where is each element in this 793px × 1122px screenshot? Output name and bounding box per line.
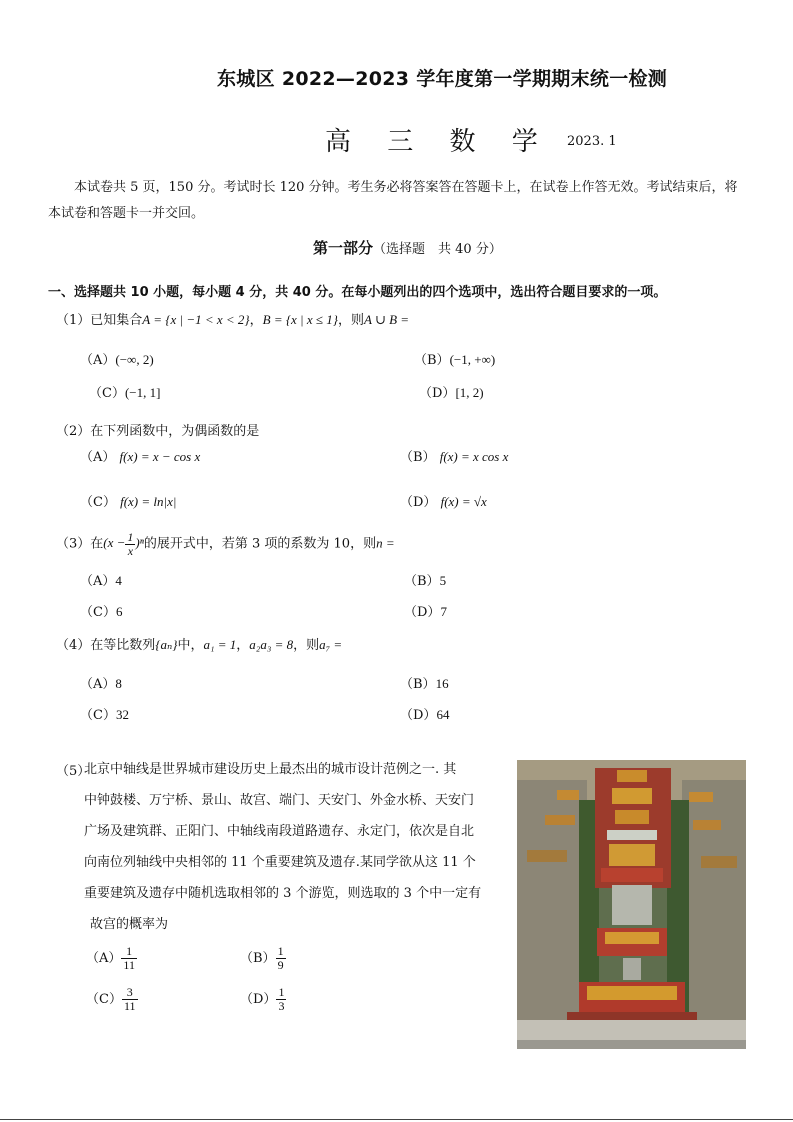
question-3-option-c[interactable]: （C）6 (80, 604, 123, 620)
stem-text: ，则 (337, 313, 364, 328)
stem-text: 中， (177, 638, 204, 653)
question-5-number: （5） (56, 764, 91, 779)
stem-text: ， (249, 313, 263, 328)
condition-1: a₁ = 1 (203, 637, 237, 652)
question-number: （4） (56, 638, 91, 653)
question-2-option-a[interactable]: （A） f(x) = x − cos x (80, 449, 201, 465)
question-2-option-d[interactable]: （D） f(x) = √x (400, 494, 487, 510)
question-2-stem (56, 420, 259, 439)
page-bottom-rule (0, 1119, 793, 1120)
question-4-stem (56, 634, 342, 653)
stem-text: 在等比数列 (90, 638, 156, 653)
part-note: （选择题 共 40 分） (373, 242, 502, 257)
subject-title: 高 三 数 学 (325, 127, 552, 157)
part-heading (313, 237, 502, 258)
exam-title: 东城区 2022—2023 学年度第一学期期末统一检测 (217, 68, 668, 90)
question-number: （1） (56, 313, 91, 328)
question-1-stem (56, 309, 409, 328)
question-5-option-d[interactable]: （D） $\frac{1}{3}$ (240, 985, 285, 1013)
question-ask: a₇ = (319, 637, 343, 652)
fraction: $\frac{1}{x}$ (127, 530, 134, 558)
stem-line: 故宫的概率为 (90, 917, 169, 932)
question-1-option-c[interactable]: （C）(−1, 1] (89, 385, 161, 401)
stem-text: 在下列函数中，为偶函数的是 (90, 424, 260, 439)
question-3-option-b[interactable]: （B）5 (404, 573, 447, 589)
stem-text: ，则 (293, 638, 320, 653)
question-1-option-a[interactable]: （A）(−∞, 2) (80, 352, 154, 368)
question-ask: A ∪ B = (364, 312, 410, 327)
stem-line: 向南位列轴线中央相邻的 11 个重要建筑及遗存.某同学欲从这 11 个 (84, 855, 476, 870)
stem-text: ， (236, 638, 250, 653)
exam-date: 2023. 1 (567, 134, 617, 149)
question-5-option-a[interactable]: （A） $\frac{1}{11}$ (86, 944, 135, 972)
section-instructions: 一、选择题共 10 小题，每小题 4 分，共 40 分。在每小题列出的四个选项中，选出符合题目要求的一项。 (48, 285, 667, 300)
set-b: B = {x | x ≤ 1} (262, 312, 338, 327)
stem-text: 在 (90, 536, 104, 552)
question-number: （3） (56, 536, 91, 552)
question-3-option-d[interactable]: （D）7 (404, 604, 447, 620)
question-1-option-d[interactable]: （D）[1, 2) (419, 385, 484, 401)
stem-line: 广场及建筑群、正阳门、中轴线南段道路遗存、永定门，依次是自北 (84, 824, 475, 839)
question-4-option-a[interactable]: （A）8 (80, 676, 122, 692)
forbidden-city-aerial-photo (517, 760, 746, 1049)
part-title: 第一部分 (313, 239, 374, 257)
question-5-option-c[interactable]: （C） $\frac{3}{11}$ (86, 985, 136, 1013)
question-4-option-b[interactable]: （B）16 (400, 676, 449, 692)
sequence: {aₙ} (155, 637, 178, 652)
stem-text: 已知集合 (90, 313, 143, 328)
stem-text: 的展开式中，若第 3 项的系数为 10，则 (143, 536, 377, 552)
question-5-option-b[interactable]: （B） $\frac{1}{9}$ (240, 944, 284, 972)
question-2-option-b[interactable]: （B） f(x) = x cos x (400, 449, 509, 465)
stem-line: 中钟鼓楼、万宁桥、景山、故宫、端门、天安门、外金水桥、天安门 (84, 793, 475, 808)
stem-line: 重要建筑及遗存中随机选取相邻的 3 个游览，则选取的 3 个中一定有 (84, 886, 482, 901)
question-4-option-d[interactable]: （D）64 (400, 707, 450, 723)
question-number: （2） (56, 424, 91, 439)
binomial-expression: (x − $\frac{1}{x}$ )ⁿ (103, 530, 144, 558)
question-3-stem (56, 531, 395, 558)
stem-line: 北京中轴线是世界城市建设历史上最杰出的城市设计范例之一. 其 (84, 762, 457, 777)
question-5-stem (84, 754, 504, 940)
set-a: A = {x | −1 < x < 2} (142, 312, 250, 327)
condition-2: a₂a₃ = 8 (249, 637, 294, 652)
question-ask: n = (376, 535, 395, 551)
question-4-option-c[interactable]: （C）32 (80, 707, 129, 723)
question-3-option-a[interactable]: （A）4 (80, 573, 122, 589)
exam-instructions: 本试卷共 5 页，150 分。考试时长 120 分钟。考生务必将答案答在答题卡上，在试卷上作答无效。考试结束后，将本试卷和答题卡一并交回。 (48, 180, 738, 221)
question-2-option-c[interactable]: （C） f(x) = ln|x| (80, 494, 177, 510)
question-1-option-b[interactable]: （B）(−1, +∞) (414, 352, 496, 368)
